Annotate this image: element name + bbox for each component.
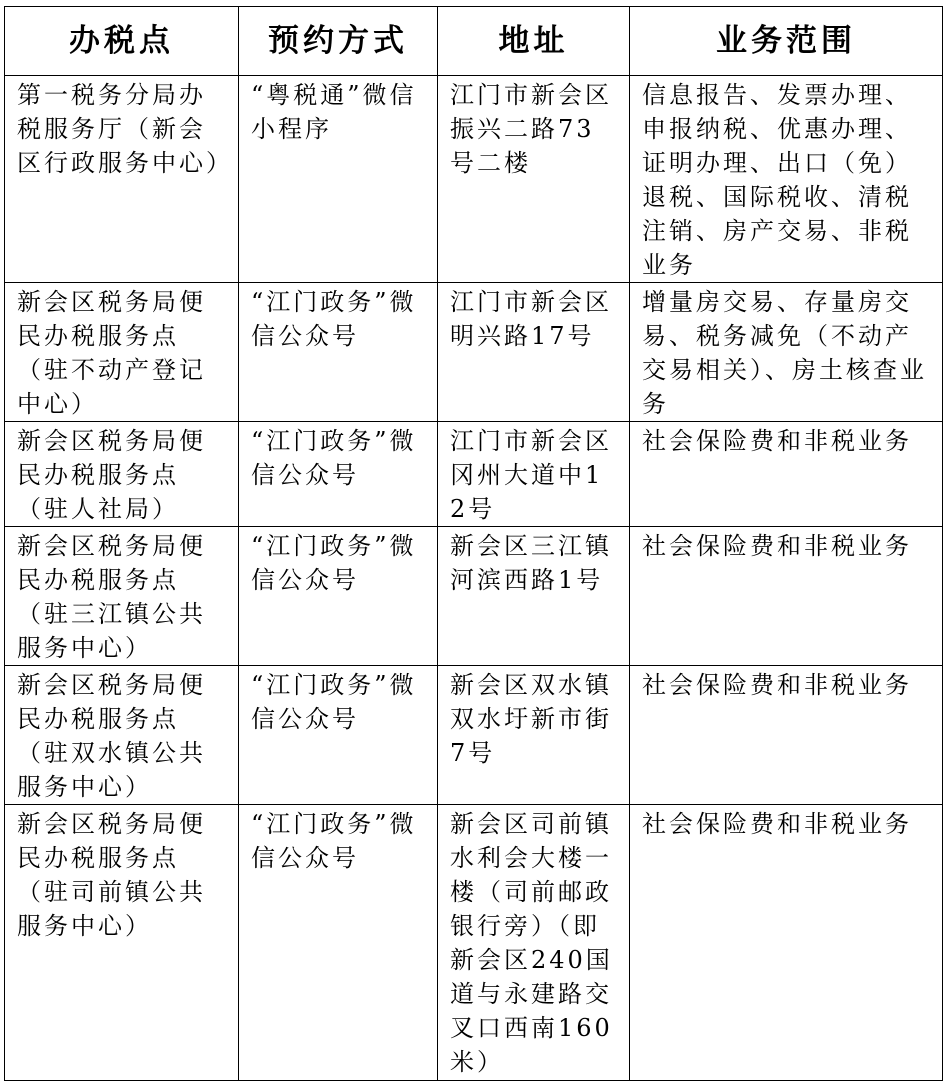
header-address: 地址 [438, 7, 630, 76]
cell-scope: 社会保险费和非税业务 [630, 527, 943, 666]
cell-scope: 社会保险费和非税业务 [630, 805, 943, 1081]
cell-scope: 信息报告、发票办理、申报纳税、优惠办理、证明办理、出口（免）退税、国际税收、清税注销、房产交易、非税业务 [630, 76, 943, 283]
cell-address: 江门市新会区冈州大道中12号 [438, 422, 630, 527]
tax-office-table [4, 6, 943, 1081]
cell-booking: “江门政务”微信公众号 [239, 666, 438, 805]
cell-booking: “江门政务”微信公众号 [239, 805, 438, 1081]
cell-office: 新会区税务局便民办税服务点（驻双水镇公共服务中心） [5, 666, 239, 805]
cell-address: 新会区司前镇水利会大楼一楼（司前邮政银行旁）（即新会区240国道与永建路交叉口西南160米） [438, 805, 630, 1081]
cell-booking: “粤税通”微信小程序 [239, 76, 438, 283]
table-row [5, 527, 943, 666]
header-office: 办税点 [5, 7, 239, 76]
cell-office: 新会区税务局便民办税服务点（驻司前镇公共服务中心） [5, 805, 239, 1081]
cell-scope: 社会保险费和非税业务 [630, 422, 943, 527]
header-scope: 业务范围 [630, 7, 943, 76]
cell-scope: 社会保险费和非税业务 [630, 666, 943, 805]
table-row [5, 422, 943, 527]
cell-scope: 增量房交易、存量房交易、税务减免（不动产交易相关）、房土核查业务 [630, 283, 943, 422]
table-row [5, 76, 943, 283]
table-header-row [5, 7, 943, 76]
cell-address: 新会区双水镇双水圩新市街7号 [438, 666, 630, 805]
cell-office: 第一税务分局办税服务厅（新会区行政服务中心） [5, 76, 239, 283]
cell-booking: “江门政务”微信公众号 [239, 422, 438, 527]
cell-address: 新会区三江镇河滨西路1号 [438, 527, 630, 666]
table-row [5, 283, 943, 422]
cell-address: 江门市新会区振兴二路73号二楼 [438, 76, 630, 283]
cell-booking: “江门政务”微信公众号 [239, 527, 438, 666]
cell-office: 新会区税务局便民办税服务点（驻不动产登记中心） [5, 283, 239, 422]
cell-office: 新会区税务局便民办税服务点（驻三江镇公共服务中心） [5, 527, 239, 666]
cell-office: 新会区税务局便民办税服务点（驻人社局） [5, 422, 239, 527]
table-row [5, 805, 943, 1081]
cell-address: 江门市新会区明兴路17号 [438, 283, 630, 422]
table-row [5, 666, 943, 805]
header-booking: 预约方式 [239, 7, 438, 76]
cell-booking: “江门政务”微信公众号 [239, 283, 438, 422]
